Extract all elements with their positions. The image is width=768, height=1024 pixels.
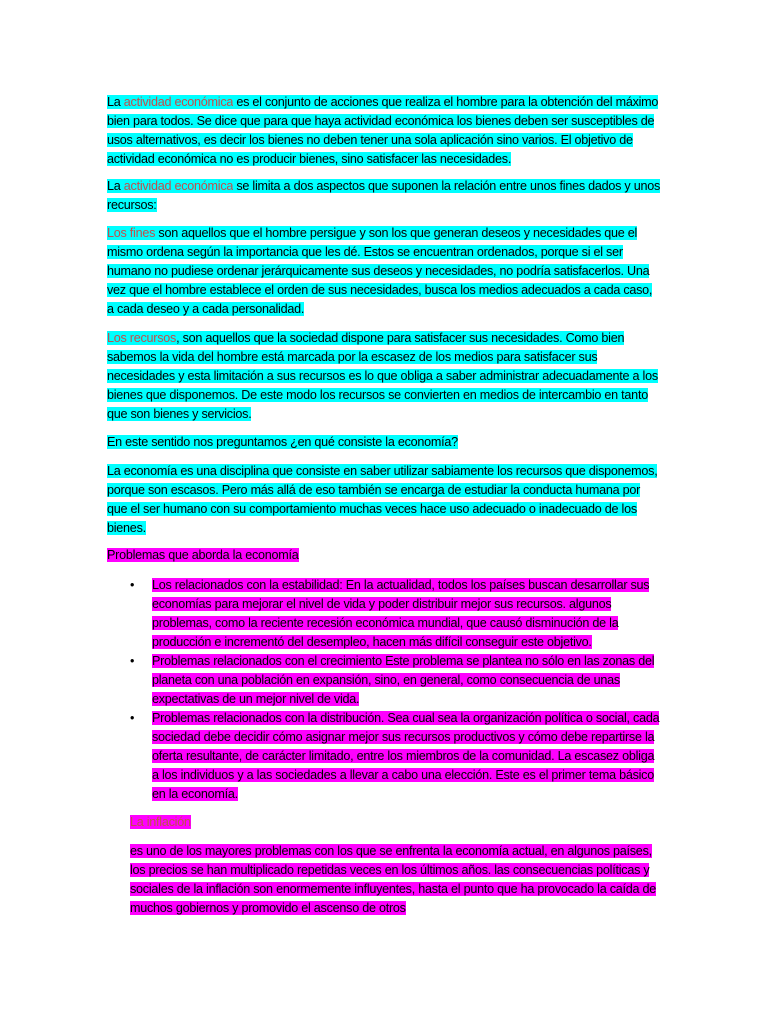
inflacion-text: es uno de los mayores problemas con los que se enfrenta la economía actual, en algunos países, los precios se han multiplicado repetidas veces en los últimos años. las consecuencias políticas y sociales de la inflación son enormemente influyentes, hasta el punto que ha provocado la caída de muchos gobiernos y promovido el ascenso de otros (130, 844, 657, 915)
bullet-icon: • (130, 711, 135, 725)
term-los-fines: Los fines (107, 226, 156, 240)
p4-text: , son aquellos que la sociedad dispone para satisfacer sus necesidades. Como bien sabemos la vida del hombre está marcada por la escasez de los medios para satisfacer sus necesidades y esta limitación a sus recursos es lo que obliga a saber administrar adecuadamente a los bienes que disponemos. De este modo los recursos se convierten en medios de intercambio en tanto que son bienes y servicios. (107, 331, 658, 421)
paragraph-economia-definicion (107, 462, 662, 538)
paragraph-pregunta (107, 433, 662, 452)
paragraph-actividad-economica (107, 93, 662, 169)
paragraph-aspectos (107, 177, 662, 215)
heading-inflacion (130, 813, 662, 832)
paragraph-inflacion (130, 842, 662, 918)
p2-text: se limita a dos aspectos que suponen la relación entre unos fines dados y unos recursos: (107, 179, 661, 212)
bullet-icon: • (130, 654, 135, 668)
p1-text: es el conjunto de acciones que realiza el hombre para la obtención del máximo bien para todos. Se dice que para que haya actividad económica los bienes deben ser susceptibles de usos alternativos, es decir los bienes no deben tener una sola aplicación sino varios. El objetivo de actividad económica no es producir bienes, sino satisfacer las necesidades. (107, 95, 659, 166)
bullet-icon: • (130, 578, 135, 592)
p3-text: son aquellos que el hombre persigue y son los que generan deseos y necesidades que el mismo ordena según la importancia que les dé. Estos se encuentran ordenados, porque si el ser humano no pudiese ordenar jerárquicamente sus deseos y necesidades, no podría satisfacerlos. Una vez que el hombre establece el orden de sus necesidades, busca los medios adecuados a cada caso, a cada deseo y a cada personalidad. (107, 226, 653, 316)
list-item (107, 652, 662, 709)
inflacion-heading-text: La inflación (130, 815, 191, 829)
list-item (107, 576, 662, 652)
p2-lead: La (107, 179, 124, 193)
paragraph-los-fines (107, 224, 662, 319)
term-actividad-economica-2: actividad económica (123, 179, 234, 193)
bullet-text: Los relacionados con la estabilidad: En la actualidad, todos los países buscan desarrollar sus economías para mejorar el nivel de vida y poder distribuir mejor sus recursos. algunos problemas, como la reciente recesión económica mundial, que causó disminución de la producción e incrementó del desempleo, hacen más difícil conseguir este objetivo. (152, 578, 650, 649)
paragraph-los-recursos (107, 329, 662, 424)
p5-text: En este sentido nos preguntamos ¿en qué consiste la economía? (107, 435, 458, 449)
bullet-text: Problemas relacionados con el crecimiento Este problema se plantea no sólo en las zonas del planeta con una población en expansión, sino, en general, como consecuencia de unas expectativas de un mejor nivel de vida. (152, 654, 655, 706)
heading-problemas (107, 546, 662, 565)
problems-list (107, 576, 662, 804)
p1-lead: La (107, 95, 124, 109)
term-actividad-economica: actividad económica (123, 95, 234, 109)
term-los-recursos: Los recursos (107, 331, 177, 345)
p6-text: La economía es una disciplina que consiste en saber utilizar sabiamente los recursos que disponemos, porque son escasos. Pero más allá de eso también se encarga de estudiar la conducta humana por que el ser humano con su comportamiento muchas veces hace uso adecuado o inadecuado de los bienes. (107, 464, 658, 535)
problemas-heading-text: Problemas que aborda la economía (107, 548, 299, 562)
bullet-text: Problemas relacionados con la distribución. Sea cual sea la organización política o social, cada sociedad debe decidir cómo asignar mejor sus recursos productivos y cómo debe repartirse la oferta resultante, de carácter limitado, entre los miembros de la comunidad. La escasez obliga a los individuos y a las sociedades a llevar a cabo una elección. Este es el primer tema básico en la economía. (152, 711, 660, 801)
list-item (107, 709, 662, 804)
